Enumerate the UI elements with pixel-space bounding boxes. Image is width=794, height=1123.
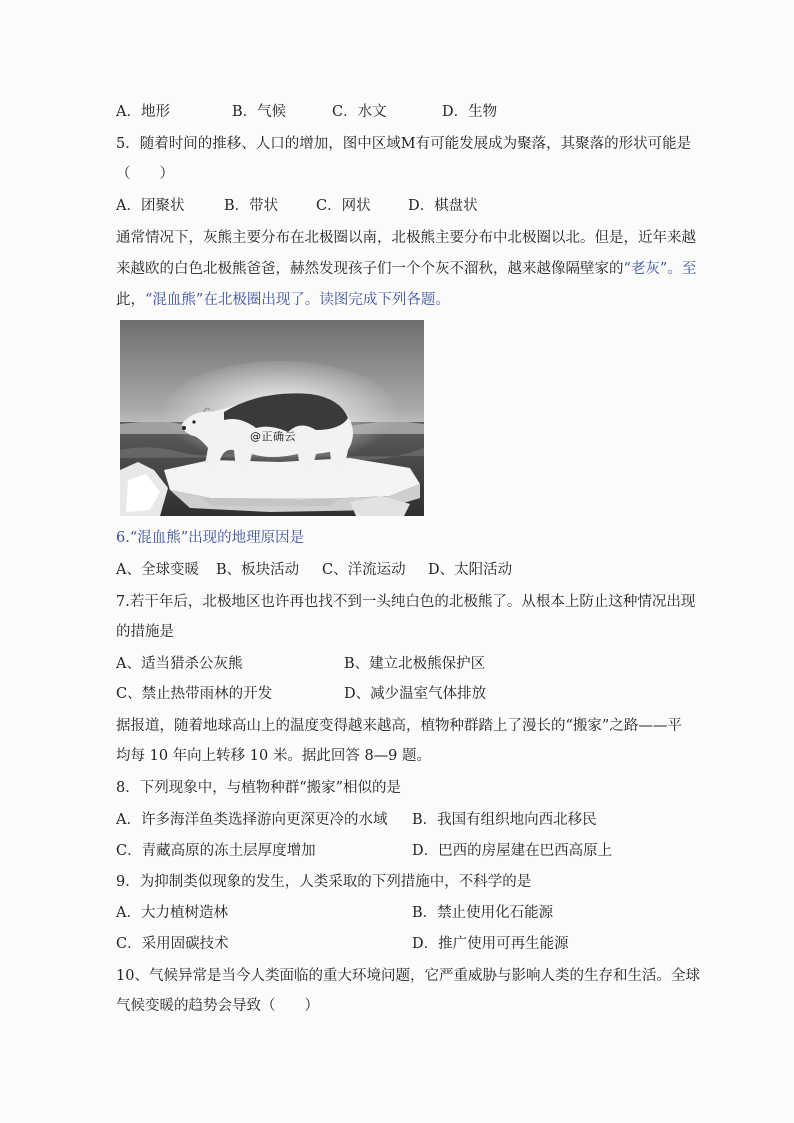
passage2-line1: 据报道，随着地球高山上的温度变得越来越高，植物种群踏上了漫长的“搬家”之路——平: [116, 718, 682, 734]
q7-option-a: A、适当猎杀公灰熊: [116, 656, 243, 672]
q4-option-c: C．水文: [332, 104, 387, 120]
q6-stem: 6.“混血熊”出现的地理原因是: [116, 530, 305, 546]
q7-option-b: B、建立北极熊保护区: [344, 656, 486, 672]
q10-stem-line1: 10、气候异常是当今人类面临的重大环境问题，它严重威胁与影响人类的生存和生活。全球: [116, 968, 700, 984]
q6-option-a: A、全球变暖: [116, 562, 199, 578]
q9-option-c: C．采用固碳技术: [116, 936, 229, 952]
photo-watermark: @正确云: [250, 430, 296, 443]
q5-stem-line2: （ ）: [116, 166, 174, 182]
q4-option-a: A．地形: [116, 104, 170, 120]
q6-option-b: B、板块活动: [216, 562, 300, 578]
q10-stem-line2: 气候变暖的趋势会导致（ ）: [116, 998, 319, 1014]
q8-option-b: B．我国有组织地向西北移民: [412, 812, 597, 828]
q4-option-b: B．气候: [232, 104, 287, 120]
q7-stem-line2: 的措施是: [116, 624, 174, 640]
q8-stem: 8．下列现象中，与植物种群“搬家”相似的是: [116, 780, 402, 796]
passage1-line2-text: 来越欧的白色北极熊爸爸，赫然发现孩子们一个个灰不溜秋，越来越像隔壁家的: [116, 261, 624, 277]
q9-option-d: D．推广使用可再生能源: [412, 936, 569, 952]
q7-option-d: D、减少温室气体排放: [344, 686, 487, 702]
passage2-line2: 均每 10 年向上转移 10 米。据此回答 8—9 题。: [116, 748, 432, 764]
q8-option-c: C．青藏高原的冻土层厚度增加: [116, 843, 316, 859]
q7-stem-line1: 7.若干年后，北极地区也许再也找不到一头纯白色的北极熊了。从根本上防止这种情况出现: [116, 594, 696, 610]
q6-option-d: D、太阳活动: [428, 562, 513, 578]
q9-option-a: A．大力植树造林: [116, 905, 228, 921]
q9-stem: 9．为抑制类似现象的发生，人类采取的下列措施中，不科学的是: [116, 874, 532, 890]
passage1-line2-quote: “老灰”。至: [623, 261, 697, 277]
q8-option-d: D．巴西的房屋建在巴西高原上: [412, 843, 613, 859]
q8-option-a: A．许多海洋鱼类选择游向更深更冷的水域: [116, 812, 388, 828]
bear-illustration: [120, 320, 424, 516]
q6-option-c: C、洋流运动: [322, 562, 406, 578]
passage1-line3-blue: “混血熊”在北极圈出现了。读图完成下列各题。: [145, 292, 450, 308]
q5-option-c: C．网状: [316, 198, 371, 214]
q5-option-a: A．团聚状: [116, 198, 185, 214]
passage1-line3: [116, 290, 450, 310]
q7-option-c: C、禁止热带雨林的开发: [116, 686, 273, 702]
q5-option-d: D．棋盘状: [408, 198, 478, 214]
hybrid-bear-photo: [120, 320, 424, 516]
q4-option-d: D．生物: [442, 104, 498, 120]
q5-option-b: B．带状: [224, 198, 279, 214]
passage1-line1: 通常情况下，灰熊主要分布在北极圈以南，北极熊主要分布中北极圈以北。但是，近年来越: [116, 230, 696, 246]
passage1-line3-text: 此，: [116, 292, 145, 308]
q5-stem-line1: 5．随着时间的推移、人口的增加，图中区域M有可能发展成为聚落，其聚落的形状可能是: [116, 136, 692, 152]
q9-option-b: B．禁止使用化石能源: [412, 905, 554, 921]
passage1-line2: [116, 259, 696, 279]
